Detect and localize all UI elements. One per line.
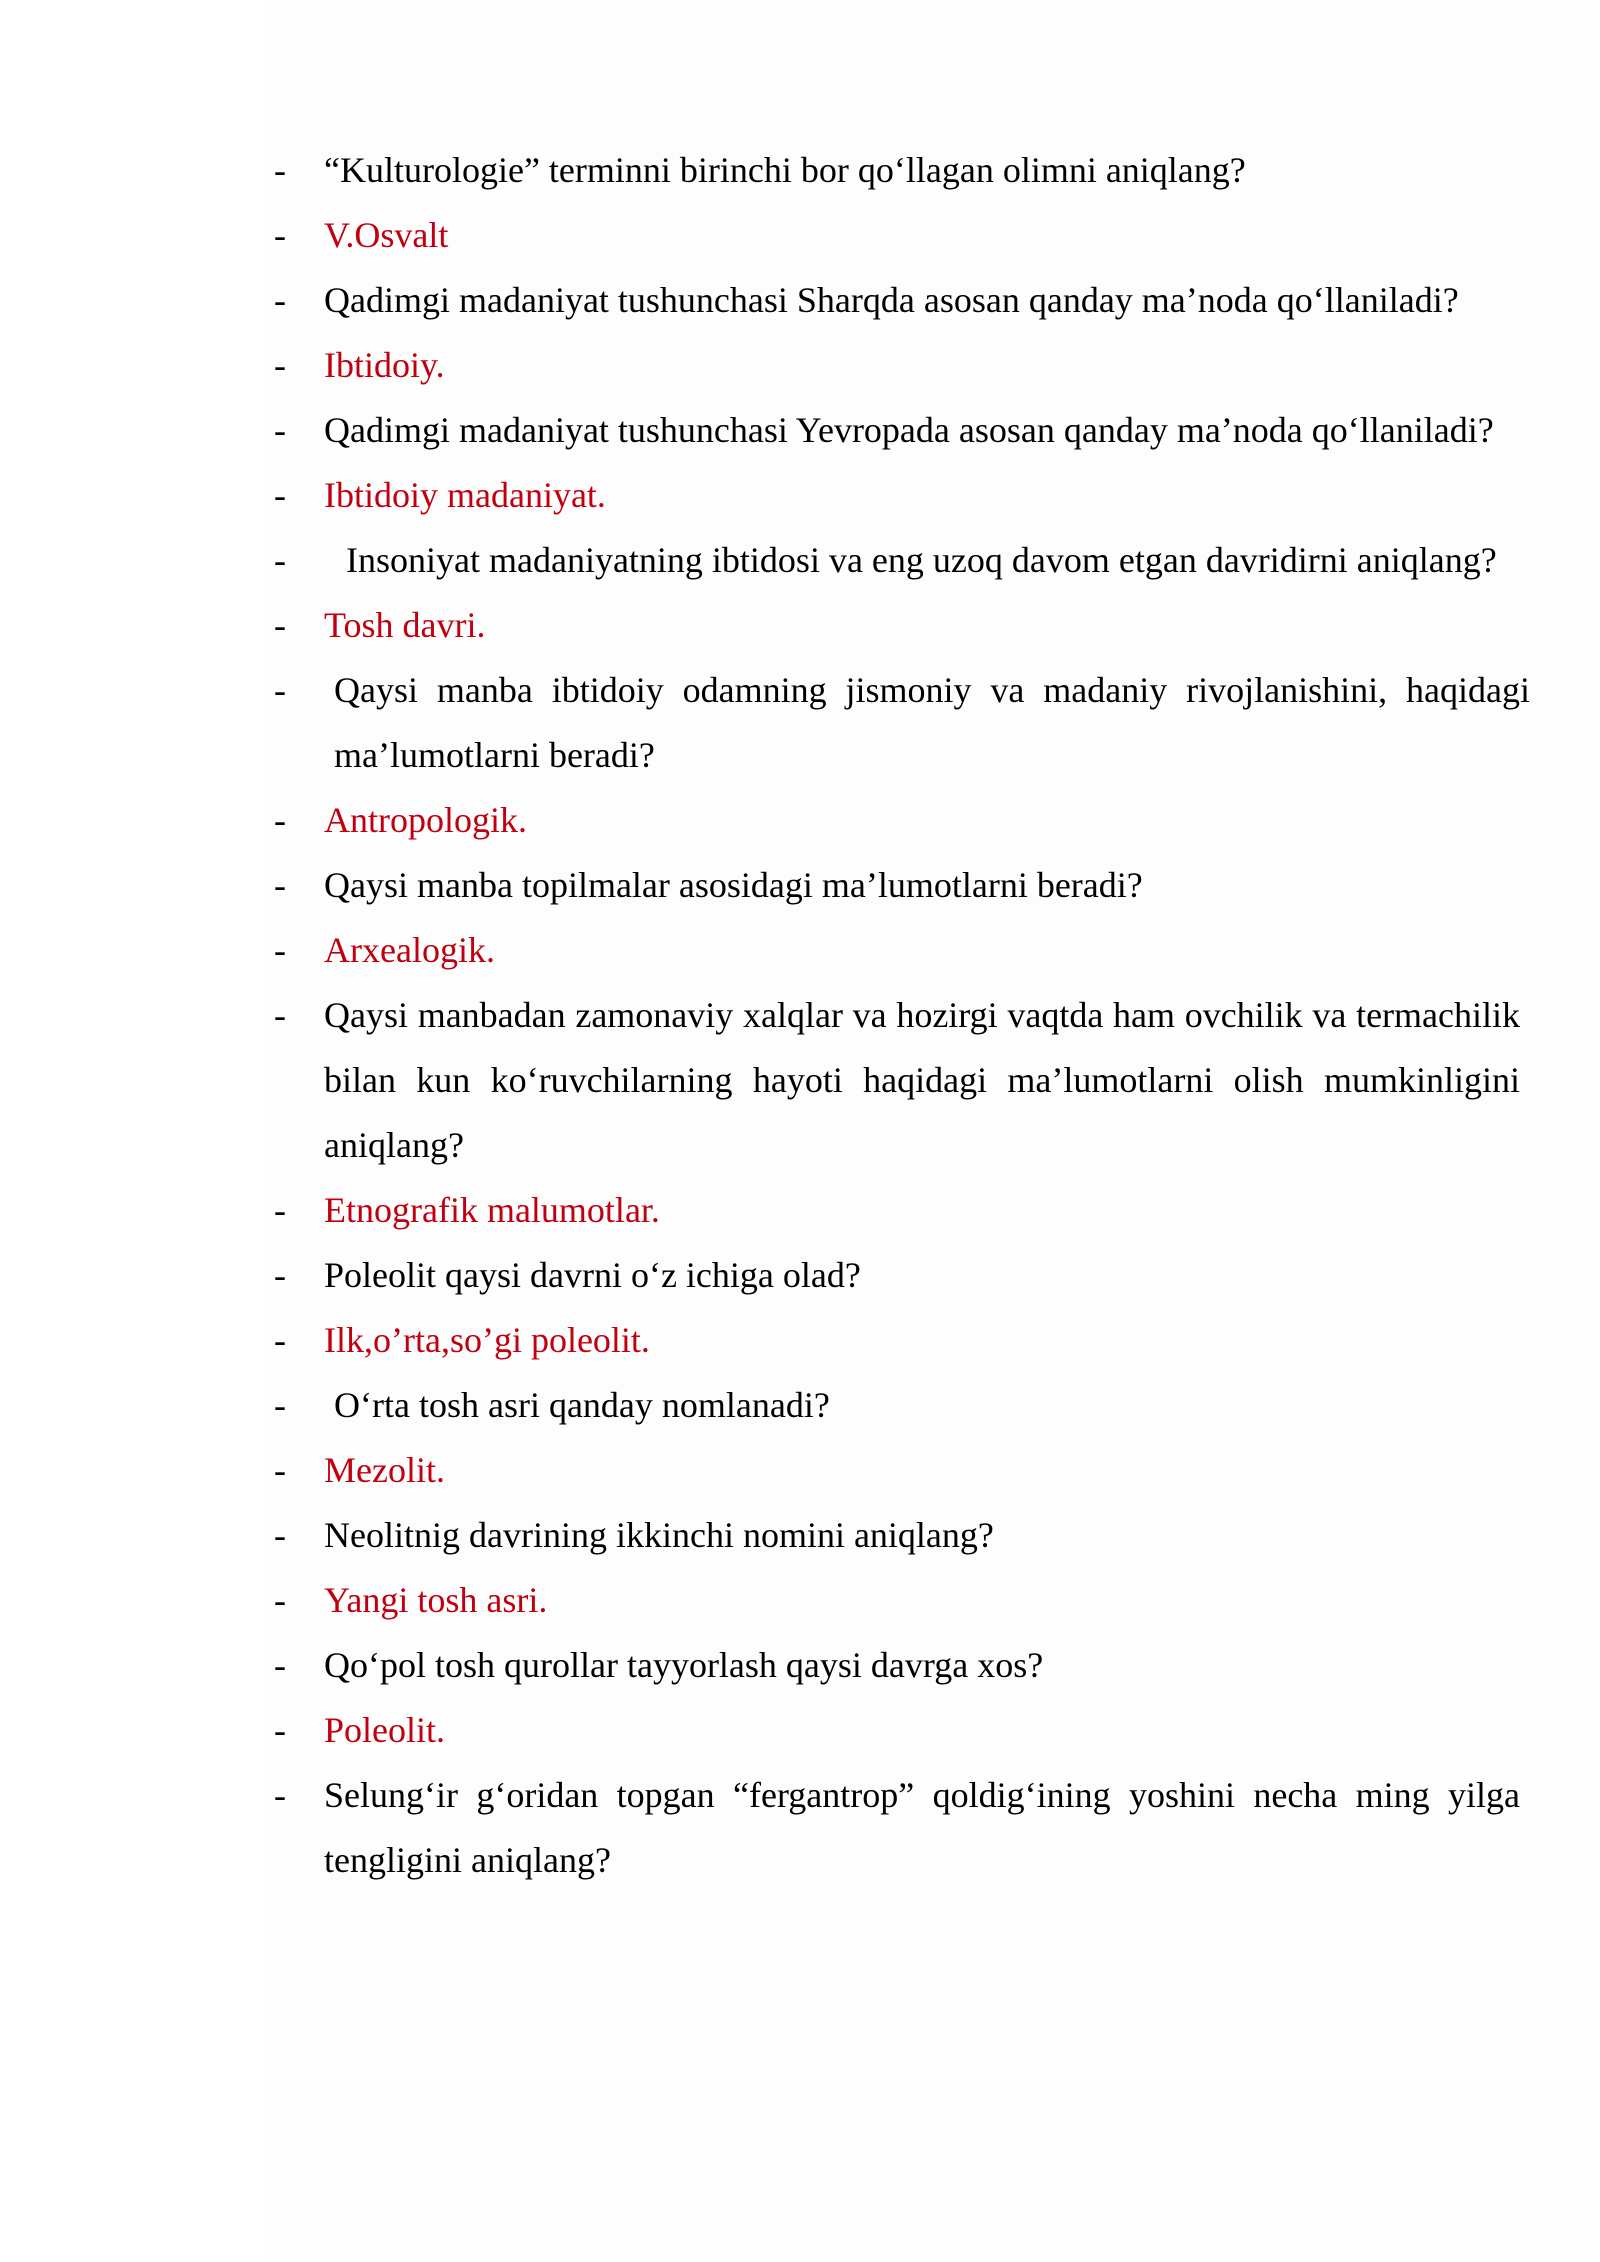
bullet-dash: -	[274, 280, 286, 320]
list-item-question	[274, 1373, 1474, 1438]
bullet-dash: -	[274, 1320, 286, 1360]
bullet-dash: -	[274, 930, 286, 970]
bullet-dash: -	[274, 1190, 286, 1230]
list-item-question	[274, 1763, 1520, 1893]
answer-text: Mezolit.	[324, 1450, 445, 1490]
bullet-dash: -	[274, 1515, 286, 1555]
list-item-question	[274, 138, 1474, 203]
bullet-dash: -	[274, 345, 286, 385]
question-text: Qaysi manba topilmalar asosidagi ma’lumotlarni beradi?	[324, 865, 1143, 905]
list-item-answer	[274, 203, 1474, 268]
answer-text: Arxealogik.	[324, 930, 495, 970]
bullet-dash: -	[274, 1385, 286, 1425]
question-text: Selung‘ir g‘oridan topgan “fergantrop” qoldig‘ining yoshini necha ming yilga tengligini aniqlang?	[324, 1775, 1520, 1880]
list-item-answer	[274, 1438, 1474, 1503]
list-item-answer	[274, 333, 1474, 398]
question-text: Neolitnig davrining ikkinchi nomini aniqlang?	[324, 1515, 994, 1555]
bullet-dash: -	[274, 150, 286, 190]
bullet-dash: -	[274, 410, 286, 450]
list-item-question	[274, 268, 1474, 333]
question-text: Insoniyat madaniyatning ibtidosi va eng uzoq davom etgan davridirni aniqlang?	[346, 540, 1497, 580]
list-item-answer	[274, 1698, 1474, 1763]
list-item-question	[274, 1633, 1474, 1698]
answer-text: Ibtidoiy madaniyat.	[324, 475, 606, 515]
answer-text: Ilk,o’rta,so’gi poleolit.	[324, 1320, 650, 1360]
bullet-dash: -	[274, 605, 286, 645]
list-item-answer	[274, 1568, 1474, 1633]
question-list	[274, 138, 1530, 1893]
question-text: Qadimgi madaniyat tushunchasi Yevropada asosan qanday ma’noda qo‘llaniladi?	[324, 410, 1494, 450]
bullet-dash: -	[274, 540, 286, 580]
answer-text: Poleolit.	[324, 1710, 446, 1750]
question-text: Qaysi manbadan zamonaviy xalqlar va hozirgi vaqtda ham ovchilik va termachilik bilan kun ko‘ruvchilarning hayoti haqidagi ma’lumotlarni olish mumkinligini aniqlang?	[324, 995, 1520, 1165]
bullet-dash: -	[274, 1580, 286, 1620]
bullet-dash: -	[274, 1775, 286, 1815]
question-text: Qaysi manba ibtidoiy odamning jismoniy va madaniy rivojlanishini, haqidagi ma’lumotlarni beradi?	[334, 670, 1530, 775]
answer-text: Antropologik.	[324, 800, 527, 840]
question-text: Poleolit qaysi davrni o‘z ichiga olad?	[324, 1255, 861, 1295]
answer-text: Ibtidoiy.	[324, 345, 445, 385]
answer-text: Etnografik malumotlar.	[324, 1190, 660, 1230]
list-item-question	[274, 528, 1497, 593]
list-item-answer	[274, 918, 1474, 983]
question-text: O‘rta tosh asri qanday nomlanadi?	[334, 1385, 830, 1425]
list-item-answer	[274, 1178, 1474, 1243]
question-text: “Kulturologie” terminni birinchi bor qo‘llagan olimni aniqlang?	[324, 150, 1246, 190]
bullet-dash: -	[274, 1255, 286, 1295]
bullet-dash: -	[274, 670, 286, 710]
list-item-answer	[274, 593, 1474, 658]
answer-text: Tosh davri.	[324, 605, 486, 645]
answer-text: Yangi tosh asri.	[324, 1580, 548, 1620]
list-item-question	[274, 1243, 1474, 1308]
question-text: Qo‘pol tosh qurollar tayyorlash qaysi davrga xos?	[324, 1645, 1044, 1685]
bullet-dash: -	[274, 1710, 286, 1750]
answer-text: V.Osvalt	[324, 215, 449, 255]
question-text: Qadimgi madaniyat tushunchasi Sharqda asosan qanday ma’noda qo‘llaniladi?	[324, 280, 1459, 320]
bullet-dash: -	[274, 865, 286, 905]
list-item-question	[274, 983, 1520, 1178]
list-item-question	[274, 1503, 1474, 1568]
list-item-question	[274, 398, 1494, 463]
bullet-dash: -	[274, 1645, 286, 1685]
list-item-question	[274, 658, 1530, 788]
list-item-answer	[274, 788, 1474, 853]
bullet-dash: -	[274, 215, 286, 255]
bullet-dash: -	[274, 475, 286, 515]
bullet-dash: -	[274, 995, 286, 1035]
list-item-answer	[274, 463, 1474, 528]
bullet-dash: -	[274, 1450, 286, 1490]
bullet-dash: -	[274, 800, 286, 840]
list-item-question	[274, 853, 1474, 918]
list-item-answer	[274, 1308, 1474, 1373]
